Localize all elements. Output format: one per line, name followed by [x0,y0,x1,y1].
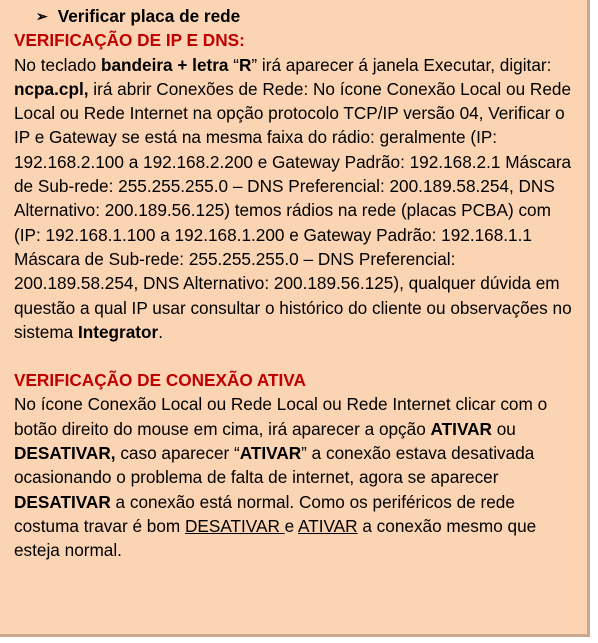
text: e [284,515,299,536]
text: irá abrir Conexões de Rede: No ícone Conexão Local ou Rede Local ou Rede Internet na opção protocolo TCP/IP versão 04, Verificar o IP e Gateway se está na mesma faixa do rádio: geralmente (IP: 192.168.2.100 a 192.168.2.200 e Gateway Padrão: 192.168.2.1 Máscara de Sub-rede: 255.255.255.0 – DNS Preferencial: 200.189.58.254, DNS Alternativo: 200.189.56.125) temos rádios na rede (placas PCBA) com (IP: 192.168.1.100 a 192.168.1.200 e Gateway Padrão: 192.168.1.1 Máscara de Sub-rede: 255.255.255.0 – DNS Preferencial: 200.189.58.254, DNS Alternativo: 200.189.56.125), qualquer dúvida em questão a qual IP usar consultar o histórico do cliente ou observações no sistema [14,78,572,342]
text: ” a conexão estava desativada ocasionando o problema de falta de internet, agora se aparecer [14,443,535,488]
bold-text: R [238,54,252,75]
bold-text: DESATIVAR [14,491,111,512]
bold-text: ncpa.cpl, [14,78,89,99]
text: caso aparecer “ [115,443,240,464]
text: No teclado [14,54,101,75]
bold-text: Integrator [78,321,159,342]
text: “ [228,54,239,75]
text: No ícone Conexão Local ou Rede Local ou Rede Internet clicar com o botão direito do mouse em cima, irá aparecer a opção [14,394,548,439]
text: . [158,321,163,342]
paragraph-ip-dns [14,53,575,345]
bold-text: ATIVAR [239,443,302,464]
bold-text: ATIVAR [430,418,492,439]
text: a conexão mesmo que esteja normal. [14,515,537,561]
text: ou [491,418,516,439]
bold-text: DESATIVAR, [14,443,116,464]
arrow-right-icon: ➢ [36,8,48,25]
bold-text: bandeira + letra [100,54,229,75]
underlined-text: ATIVAR [298,515,358,536]
spacer [14,344,575,368]
section-title-ip-dns: VERIFICAÇÃO DE IP E DNS: [14,30,245,51]
text: a conexão está normal. Como os periféricos de rede costuma travar é bom [14,491,515,536]
paragraph-connection [14,392,575,562]
text: ” irá aparecer á janela Executar, digitar: [251,54,552,75]
underlined-text: DESATIVAR [185,515,285,536]
heading-text: Verificar placa de rede [57,6,241,26]
section-title-connection: VERIFICAÇÃO DE CONEXÃO ATIVA [14,370,306,391]
heading-line [14,4,575,28]
